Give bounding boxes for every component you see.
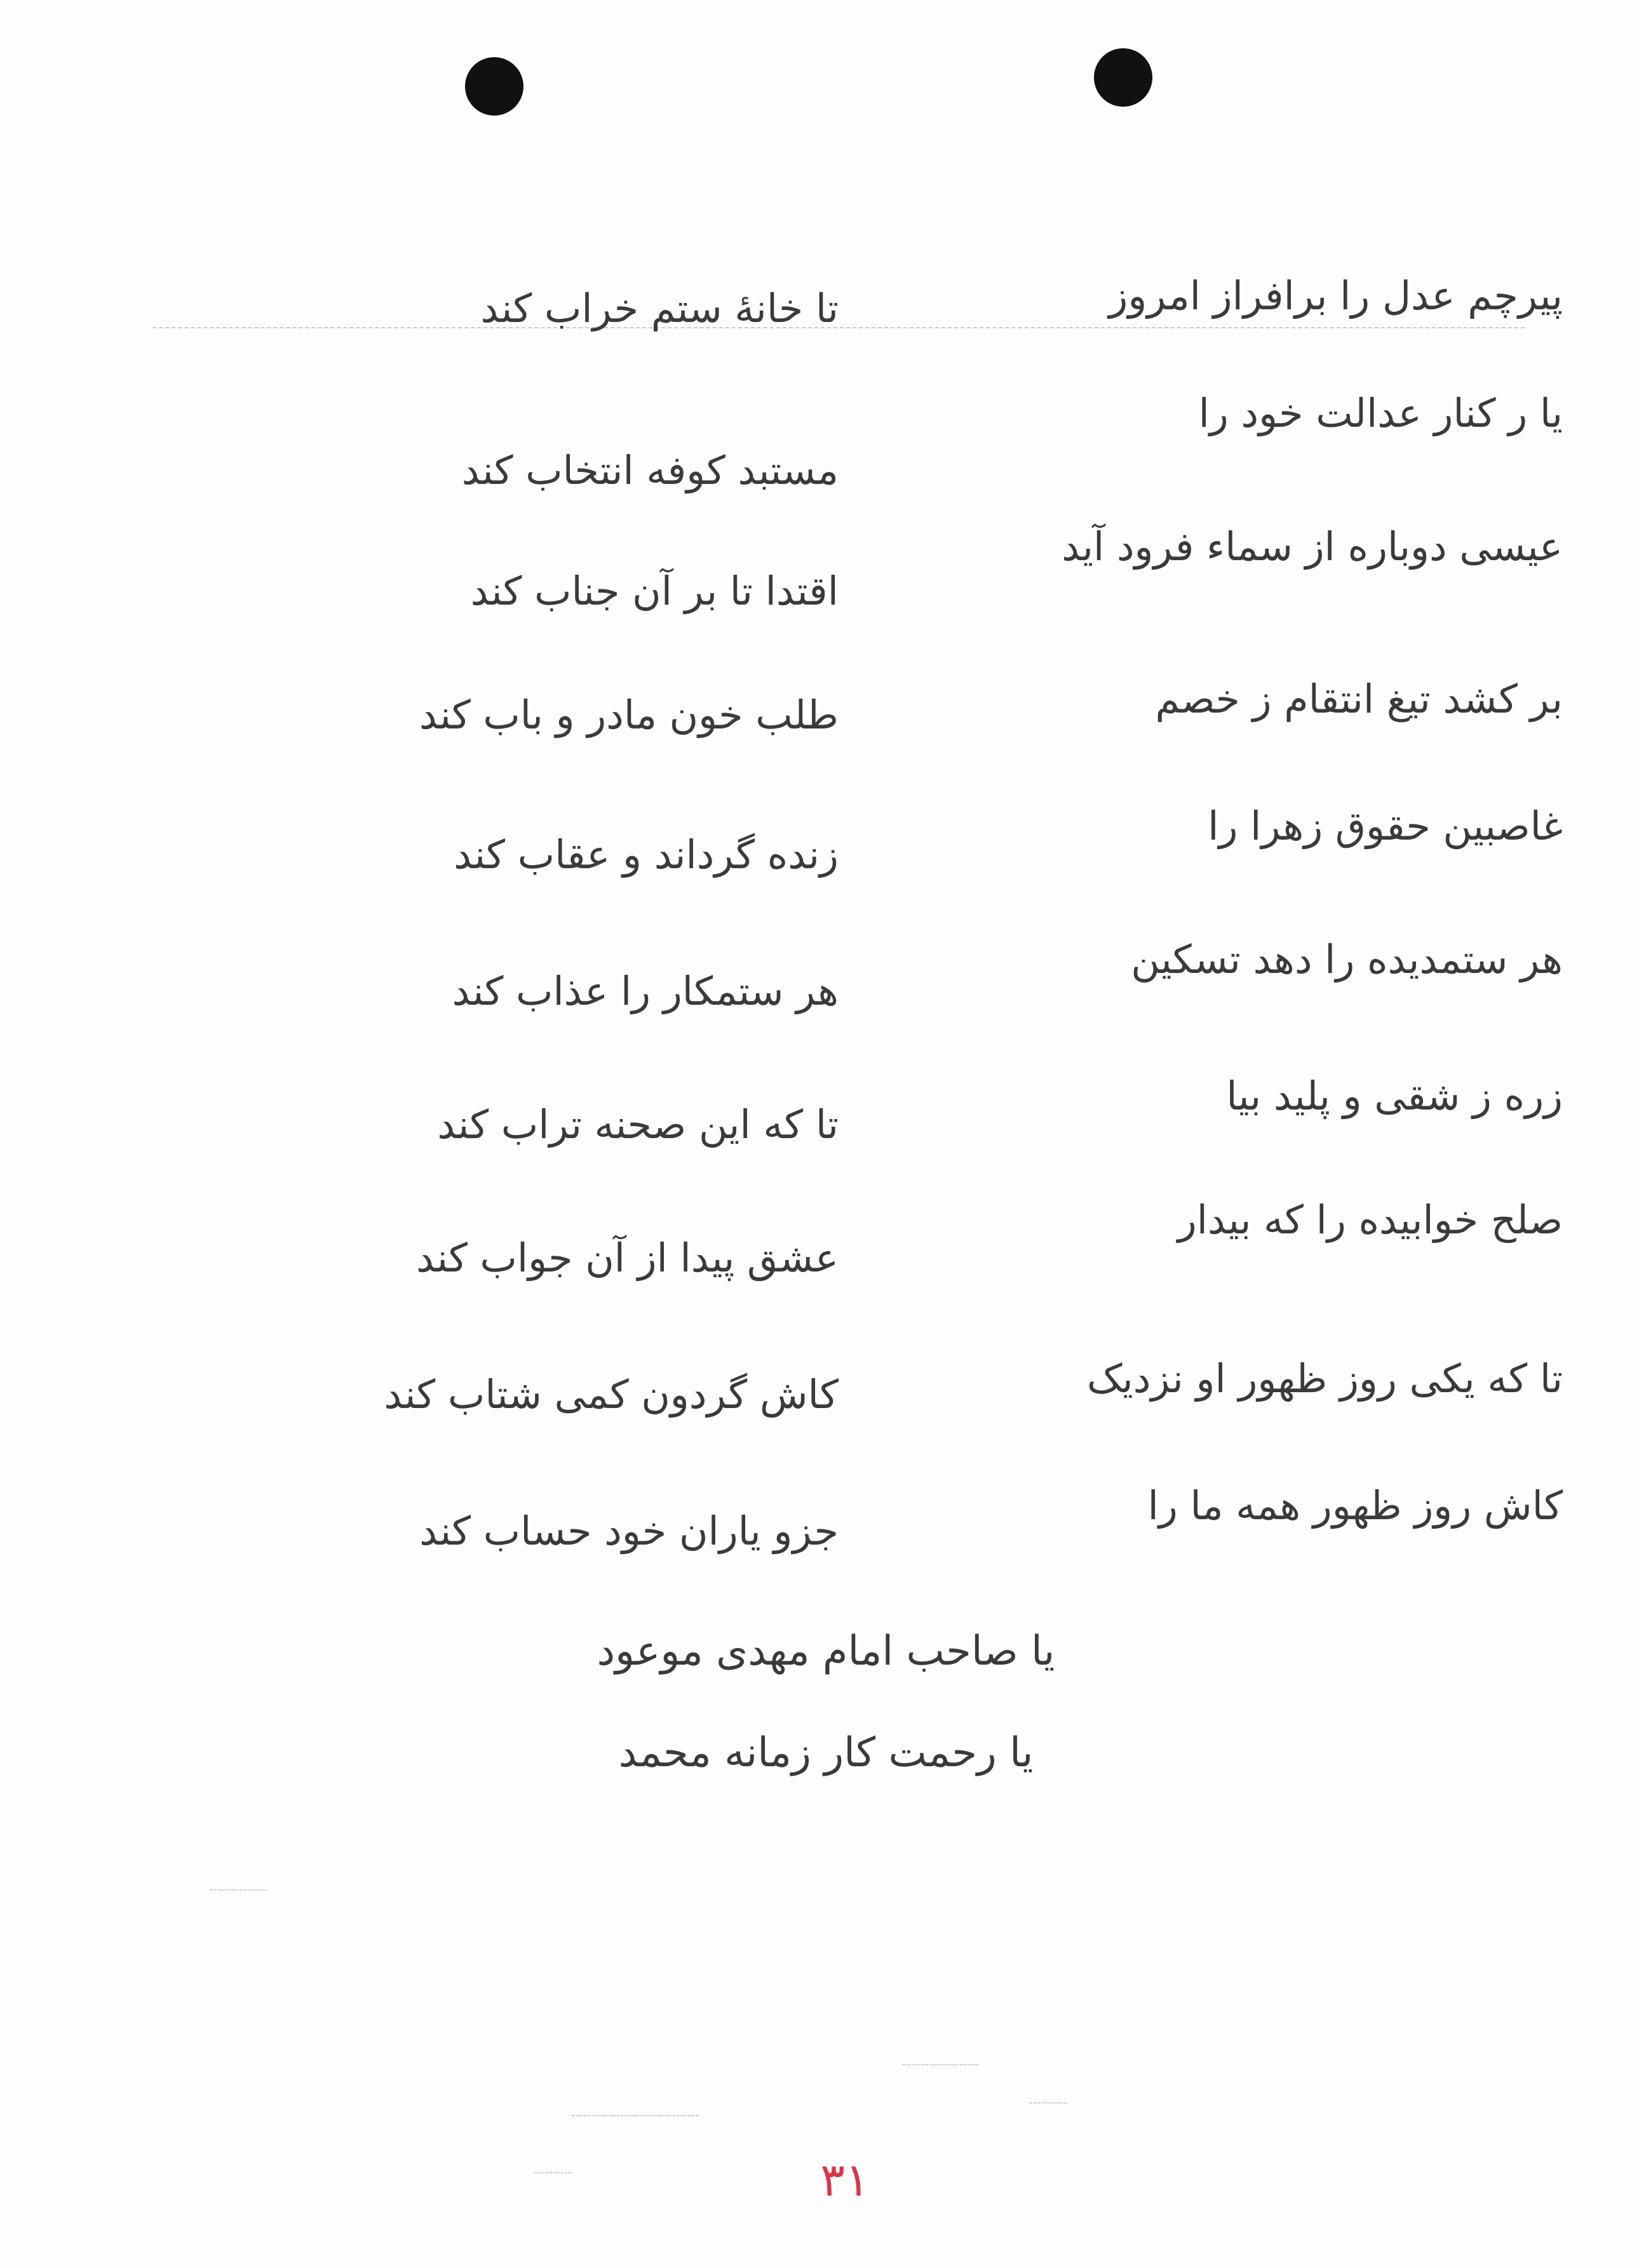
closing-line-2: یا رحمت کار زمانه محمد (618, 1729, 1034, 1776)
verse-right-2: یا ر کنار عدالت خود را (1198, 389, 1563, 436)
scan-smudge (572, 2115, 699, 2116)
verse-left-5: زنده گرداند و عقاب کند (454, 831, 839, 878)
scan-smudge (210, 1889, 267, 1891)
closing-line-1: یا صاحب امام مهدی موعود (597, 1628, 1055, 1675)
punch-hole-left (465, 57, 523, 116)
page-number-text: ۳۱ (820, 2153, 870, 2206)
verse-left-7: تا که این صحنه تراب کند (437, 1101, 839, 1148)
verse-right-1: پیرچم عدل را برافراز امروز (1109, 272, 1563, 319)
verse-left-10: جزو یاران خود حساب کند (419, 1507, 839, 1554)
scan-smudge (1029, 2102, 1067, 2104)
verse-right-6: هر ستمدیده را دهد تسکین (1131, 936, 1563, 983)
scan-smudge (902, 2064, 978, 2065)
verse-left-1: تا خانهٔ ستم خراب کند (480, 285, 839, 332)
verse-left-9: کاش گردون کمی شتاب کند (384, 1371, 839, 1418)
verse-right-4: بر کشد تیغ انتقام ز خصم (1155, 675, 1563, 722)
scan-smudge (534, 2172, 572, 2173)
verse-right-10: کاش روز ظهور همه ما را (1147, 1482, 1563, 1529)
verse-right-7: زره ز شقی و پلید بیا (1226, 1072, 1563, 1119)
verse-left-2: مستبد کوفه انتخاب کند (461, 446, 839, 493)
verse-right-9: تا که یکی روز ظهور او نزدیک (1086, 1355, 1563, 1402)
punch-hole-right (1094, 48, 1152, 107)
verse-left-8: عشق پیدا از آن جواب کند (416, 1234, 839, 1281)
verse-left-3: اقتدا تا بر آن جناب کند (470, 567, 839, 614)
verse-right-3: عیسی دوباره از سماء فرود آید (1062, 523, 1563, 570)
verse-right-5: غاصبین حقوق زهرا را (1208, 802, 1563, 849)
verse-left-6: هر ستمکار را عذاب کند (452, 967, 839, 1014)
verse-right-8: صلح خوابیده را که بیدار (1177, 1196, 1563, 1243)
verse-left-4: طلب خون مادر و باب کند (419, 691, 839, 738)
